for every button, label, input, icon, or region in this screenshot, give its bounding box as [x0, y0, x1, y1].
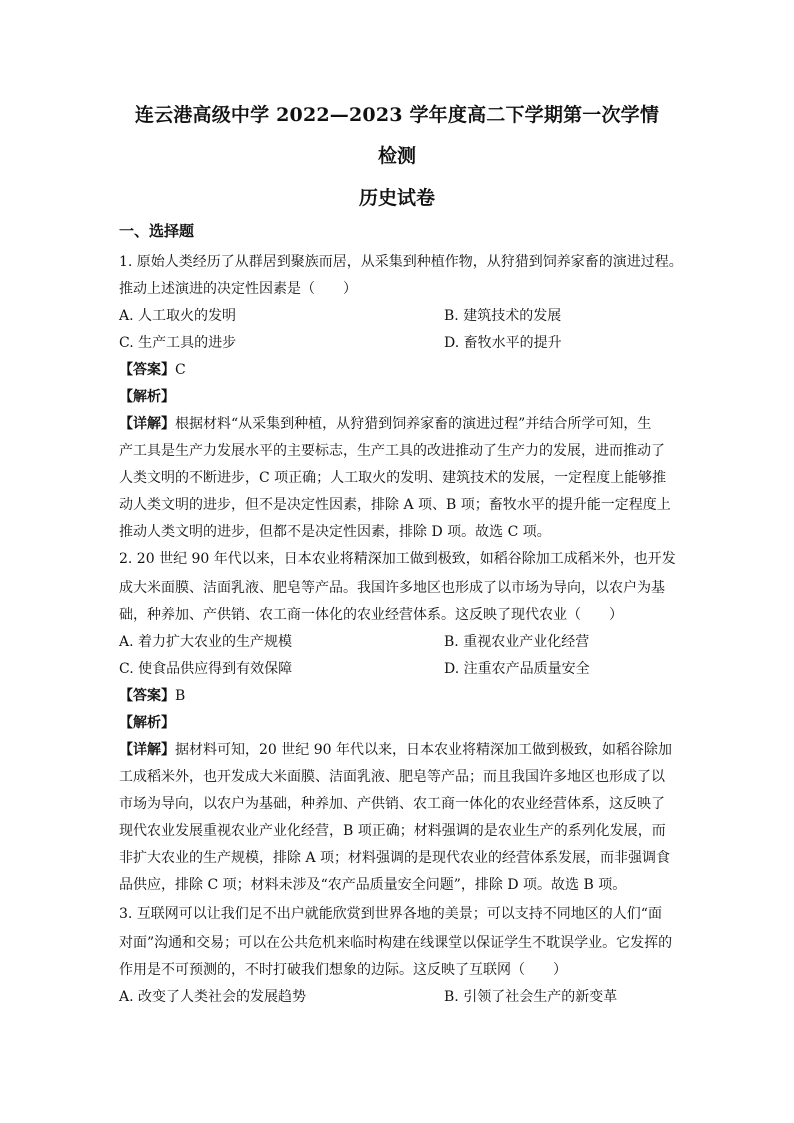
q1-stem-line: 推动上述演进的决定性因素是（ ）: [119, 281, 357, 297]
answer-value: C: [175, 362, 186, 378]
detail-tag: 【详解】: [119, 742, 175, 758]
section-heading: 一、选择题: [119, 222, 195, 240]
answer-tag: 【答案】: [119, 362, 175, 378]
q3-stem-line: 对面”沟通和交易；可以在公共危机来临时构建在线课堂以保证学生不耽误学业。它发挥的: [119, 935, 673, 951]
q2-detail-line: 非扩大农业的生产规模，排除 A 项；材料强调的是现代农业的经营体系发展，而非强调食: [119, 850, 671, 866]
q1-option-c: C. 生产工具的进步: [119, 335, 237, 351]
q2-option-b: B. 重视农业产业化经营: [444, 634, 590, 650]
q3-stem-line: 3. 互联网可以让我们足不出户就能欣赏到世界各地的美景；可以支持不同地区的人们“面: [119, 906, 662, 922]
q1-option-b: B. 建筑技术的发展: [444, 308, 562, 324]
q2-option-a: A. 着力扩大农业的生产规模: [119, 634, 293, 650]
answer-value: B: [175, 688, 186, 704]
q1-option-d: D. 畜牧水平的提升: [444, 335, 562, 351]
q3-option-a: A. 改变了人类社会的发展趋势: [119, 989, 307, 1005]
q3-stem-line: 作用是不可预测的，不时打破我们想象的边际。这反映了互联网（ ）: [119, 962, 567, 978]
q1-answer: [119, 360, 699, 380]
detail-text: 据材料可知，20 世纪 90 年代以来，日本农业将精深加工做到极致，如稻谷除加: [175, 742, 672, 758]
q2-analysis-tag: [119, 713, 699, 733]
q2-answer: [119, 686, 699, 706]
q1-detail-line: 产工具是生产力发展水平的主要标志，生产工具的改进推动了生产力的发展，进而推动了: [119, 443, 665, 459]
document-title-continued: 检测: [377, 145, 416, 167]
q2-stem-line: 础，种养加、产供销、农工商一体化的农业经营体系。这反映了现代农业（ ）: [119, 607, 623, 623]
q1-option-a: A. 人工取火的发明: [119, 308, 237, 324]
q2-option-d: D. 注重农产品质量安全: [444, 661, 590, 677]
answer-tag: 【答案】: [119, 688, 175, 704]
q1-detail-line: 动人类文明的进步，但不是决定性因素，排除 A 项、B 项；畜牧水平的提升能一定程度上: [119, 497, 671, 513]
detail-tag: 【详解】: [119, 416, 175, 432]
analysis-tag: 【解析】: [119, 389, 175, 405]
q1-analysis-tag: [119, 387, 699, 407]
q2-detail-line: 现代农业发展重视农业产业化经营，B 项正确；材料强调的是农业生产的系列化发展，而: [119, 823, 666, 839]
q2-detail-line: 市场为导向，以农户为基础，种养加、产供销、农工商一体化的农业经营体系，这反映了: [119, 796, 665, 812]
q2-stem-line: 2. 20 世纪 90 年代以来，日本农业将精深加工做到极致，如稻谷除加工成稻米外，也开发: [119, 551, 676, 567]
q2-stem-line: 成大米面膜、洁面乳液、肥皂等产品。我国许多地区也形成了以市场为导向，以农户为基: [119, 580, 665, 596]
q2-option-c: C. 使食品供应得到有效保障: [119, 661, 293, 677]
q1-detail-line: 推动人类文明的进步，但都不是决定性因素，排除 D 项。故选 C 项。: [119, 524, 551, 540]
q1-stem-line: 1. 原始人类经历了从群居到聚族而居，从采集到种植作物，从狩猎到饲养家畜的演进过程。: [119, 254, 683, 270]
q2-detail-line: 品供应，排除 C 项；材料未涉及“农产品质量安全问题”，排除 D 项。故选 B 项。: [119, 877, 627, 893]
q1-detail-line: 人类文明的不断进步，C 项正确；人工取火的发明、建筑技术的发展，一定程度上能够推: [119, 470, 667, 486]
subject-title: 历史试卷: [358, 187, 435, 209]
detail-text: 根据材料“从采集到种植，从狩猎到饲养家畜的演进过程”并结合所学可知，生: [175, 416, 652, 432]
analysis-tag: 【解析】: [119, 715, 175, 731]
q2-detail-line: [119, 740, 699, 760]
document-title: 连云港高级中学 2022—2023 学年度高二下学期第一次学情: [134, 104, 660, 126]
q3-option-b: B. 引领了社会生产的新变革: [444, 989, 618, 1005]
q1-detail-line: [119, 414, 699, 434]
q2-detail-line: 工成稻米外，也开发成大米面膜、洁面乳液、肥皂等产品；而且我国许多地区也形成了以: [119, 769, 665, 785]
